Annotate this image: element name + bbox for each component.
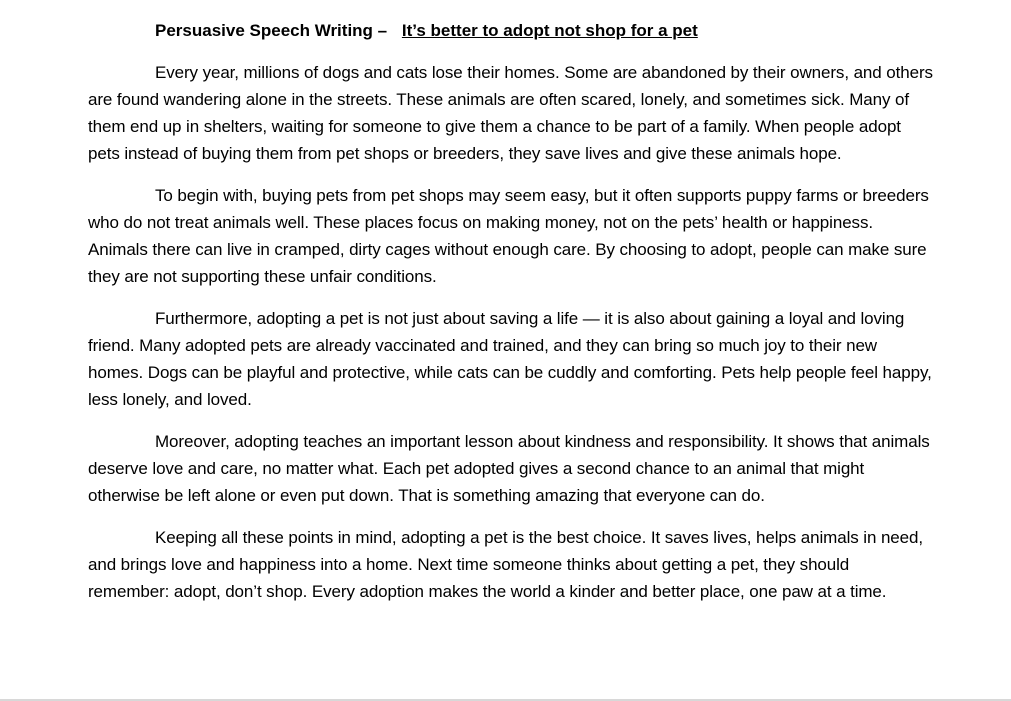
title-prefix: Persuasive Speech Writing <box>155 21 373 40</box>
title-topic: It’s better to adopt not shop for a pet <box>401 21 698 40</box>
title-separator: – <box>377 21 388 40</box>
document-body <box>88 18 933 620</box>
paragraph-introduction: Every year, millions of dogs and cats lose their homes. Some are abandoned by their owners, and others are found wandering alone in the streets. These animals are often scared, lonely, and sometimes sick. Many of them end up in shelters, waiting for someone to give them a chance to be part of a family. When people adopt pets instead of buying them from pet shops or breeders, they save lives and give these animals hope. <box>88 63 933 163</box>
paragraph-conclusion: Keeping all these points in mind, adopting a pet is the best choice. It saves lives, helps animals in need, and brings love and happiness into a home. Next time someone thinks about getting a pet, they should remember: adopt, don’t shop. Every adoption makes the world a kinder and better place, one paw at a time. <box>88 528 923 601</box>
document-title <box>88 18 933 44</box>
paragraph-loyal-friend: Furthermore, adopting a pet is not just about saving a life — it is also about gaining a loyal and loving friend. Many adopted pets are already vaccinated and trained, and they can bring so much joy to their new homes. Dogs can be playful and protective, while cats can be cuddly and comforting. Pets help people feel happy, less lonely, and loved. <box>88 309 932 409</box>
paragraph-pet-shops: To begin with, buying pets from pet shops may seem easy, but it often supports puppy farms or breeders who do not treat animals well. These places focus on making money, not on the pets’ health or happiness. Animals there can live in cramped, dirty cages without enough care. By choosing to adopt, people can make sure they are not supporting these unfair conditions. <box>88 186 929 286</box>
paragraph-kindness: Moreover, adopting teaches an important lesson about kindness and responsibility. It shows that animals deserve love and care, no matter what. Each pet adopted gives a second chance to an animal that might otherwise be left alone or even put down. That is something amazing that everyone can do. <box>88 432 930 505</box>
